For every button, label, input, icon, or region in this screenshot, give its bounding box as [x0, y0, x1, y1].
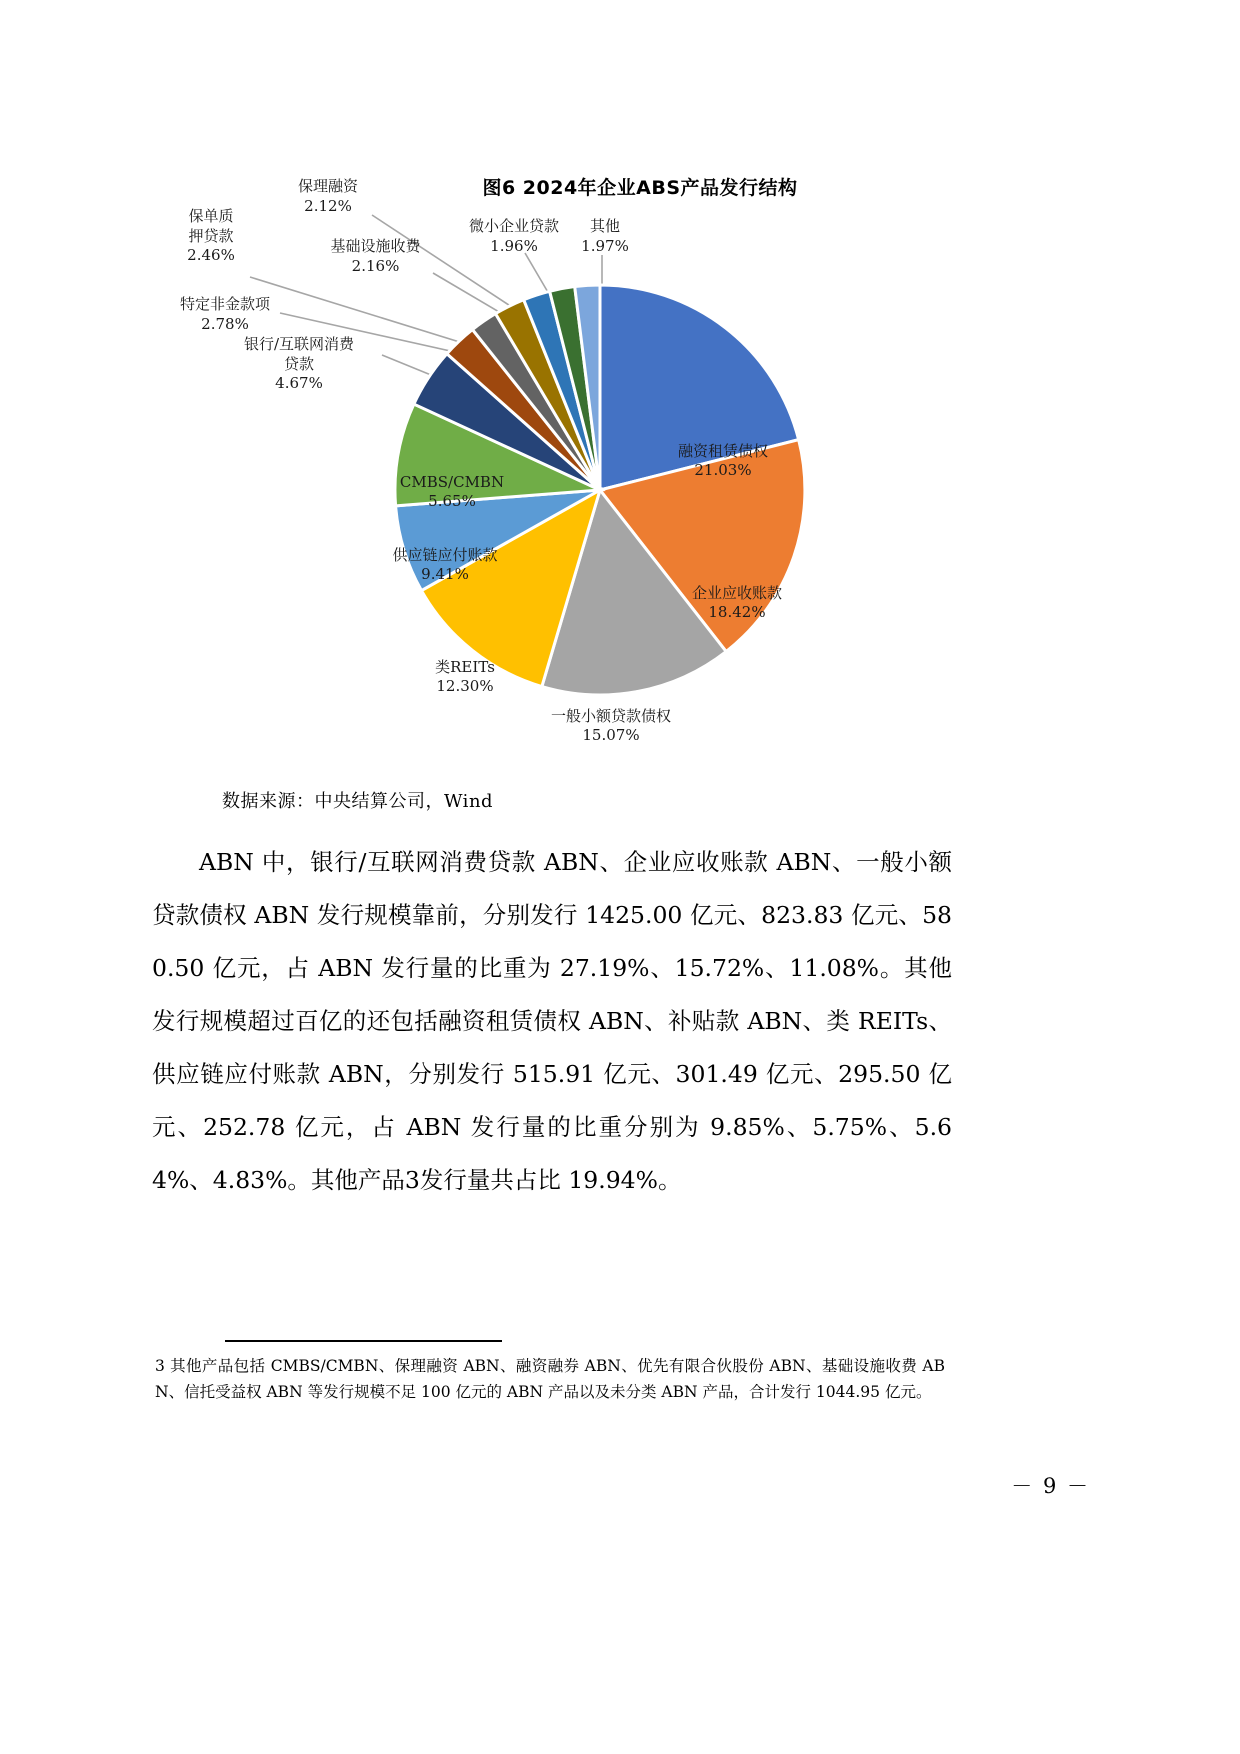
pie-chart-svg: [380, 270, 820, 710]
footnote-3: 3 其他产品包括 CMBS/CMBN、保理融资 ABN、融资融券 ABN、优先有限合伙股份 ABN、基础设施收费 ABN、信托受益权 ABN 等发行规模不足 100 亿元的 ABN 产品以及未分类 ABN 产品，合计发行 1044.95 亿元。: [155, 1357, 945, 1401]
pie-label-rongzi-zulin: 融资租赁债权 21.03%: [677, 442, 768, 479]
callout-factoring-finance: 保理融资 2.12%: [297, 177, 358, 215]
pie-label-gongyinglian: 供应链应付账款 9.41%: [392, 546, 498, 583]
callout-infrastructure-fee: 基础设施收费 2.16%: [330, 237, 421, 275]
callout-micro-enterprise-loan: 微小企业贷款 1.96%: [468, 217, 559, 255]
pie-chart: [380, 270, 820, 744]
callout-specific-nonfinancial: 特定非金款项 2.78%: [179, 295, 270, 333]
figure-source: 数据来源：中央结算公司，Wind: [222, 791, 494, 812]
figure-6: [150, 155, 1090, 775]
callout-policy-pledge-loan: 保单质 押贷款 2.46%: [187, 207, 235, 264]
pie-label-qiye-yingshou: 企业应收账款 18.42%: [691, 584, 782, 621]
body-paragraph: ABN 中，银行/互联网消费贷款 ABN、企业应收账款 ABN、一般小额贷款债权 ABN 发行规模靠前，分别发行 1425.00 亿元、823.83 亿元、580.50 亿元，占 ABN 发行量的比重为 27.19%、15.72%、11.08%。其他发行规模超过百亿的还包括融资租赁债权 ABN、补贴款 ABN、类 REITs、供应链应付账款 ABN，分别发行 515.91 亿元、301.49 亿元、295.50 亿元、252.78 亿元，占 ABN 发行量的比重分别为 9.85%、5.75%、5.64%、4.83%。其他产品3发行量共占比 19.94%。: [152, 848, 952, 1194]
footnote-divider: [225, 1340, 502, 1342]
pie-label-xiaoe-daikuan: 一般小额贷款债权 15.07%: [550, 707, 671, 744]
pie-label-lei-reits: 类REITs 12.30%: [435, 658, 495, 695]
callout-other: 其他 1.97%: [581, 217, 629, 255]
page-number: － 9 －: [1011, 1474, 1090, 1498]
callout-bank-consumer-loan: 银行/互联网消费 贷款 4.67%: [243, 335, 355, 392]
pie-label-cmbs-cmbn: CMBS/CMBN 5.65%: [399, 473, 505, 510]
figure-title: 图6 2024年企业ABS产品发行结构: [482, 177, 798, 199]
